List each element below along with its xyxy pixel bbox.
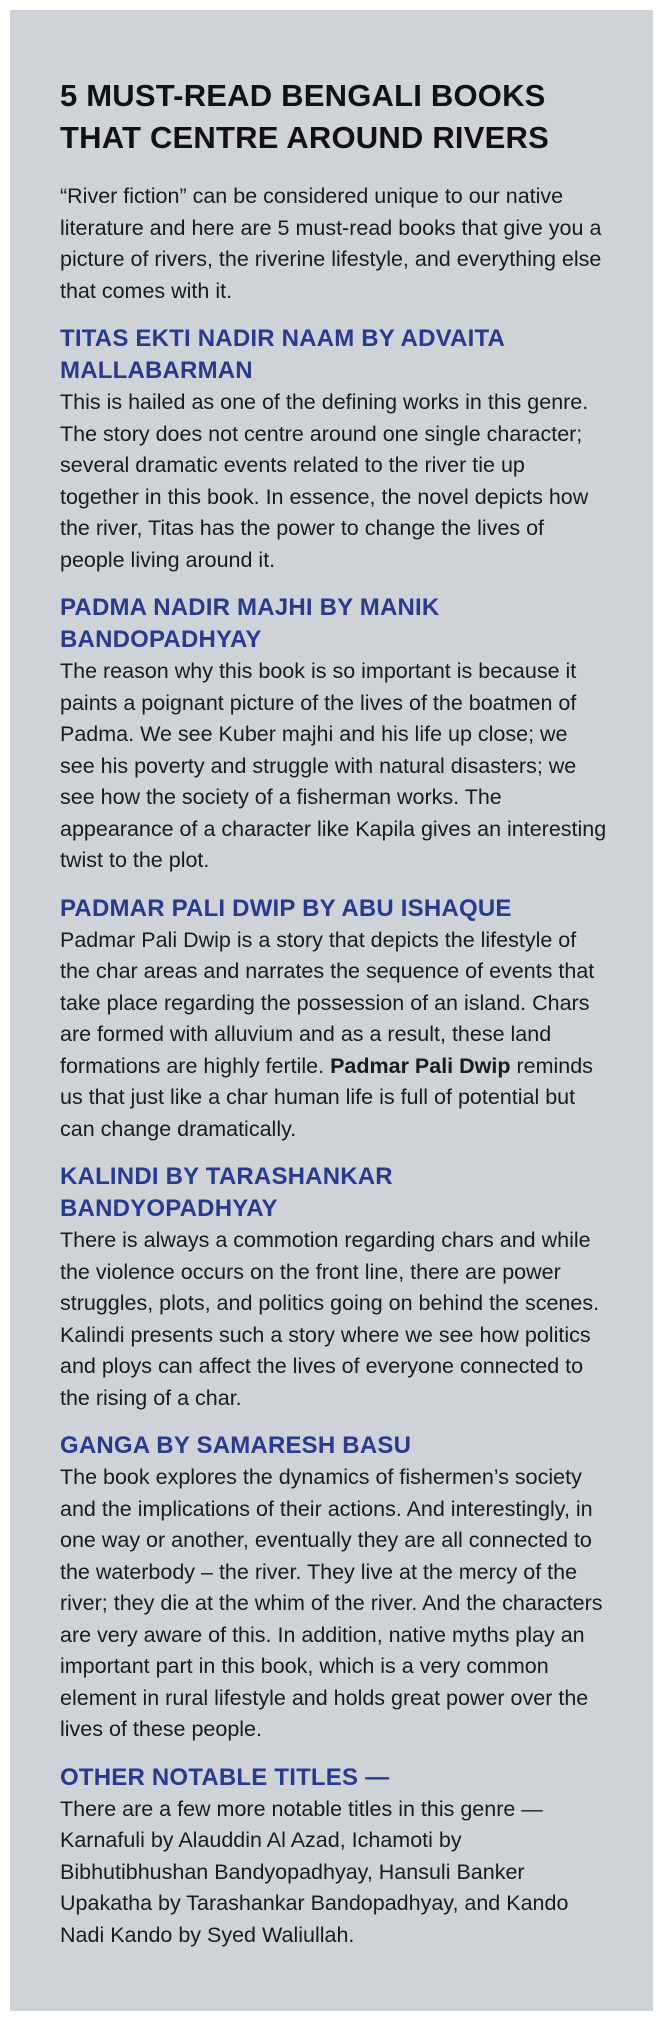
book-section-padmar-pali <box>60 893 608 1146</box>
section-body-bold-title: Padmar Pali Dwip <box>330 1053 511 1078</box>
section-body-text: reminds us that just like a char human life is full of potential but can change dramatically. <box>60 1053 593 1141</box>
section-body: There are a few more notable titles in this genre — Karnafuli by Alauddin Al Azad, Ichamoti by Bibhutibhushan Bandyopadhyay, Hansuli Banker Upakatha by Tarashankar Bandopadhyay, and Kando Nadi Kando by Syed Waliullah. <box>60 1796 569 1947</box>
section-body: There is always a commotion regarding chars and while the violence occurs on the front line, there are power struggles, plots, and politics going on behind the scenes. Kalindi presents such a story where we see how politics and ploys can affect the lives of everyone connected to the rising of a char. <box>60 1228 600 1410</box>
section-body <box>60 925 608 1146</box>
section-body: This is hailed as one of the defining works in this genre. The story does not centre around one single character; several dramatic events related to the river tie up together in this book. In essence, the novel depicts how the river, Titas has the power to change the lives of people living around it. <box>60 390 589 572</box>
article-title: 5 MUST-READ BENGALI BOOKS THAT CENTRE AROUND RIVERS <box>60 78 549 155</box>
book-section-ganga <box>60 1430 608 1746</box>
section-body-text: Padmar Pali Dwip is a story that depicts the lifestyle of the char areas and narrates the sequence of events that take place regarding the possession of an island. Chars are formed with alluvium and as a result, these land formations are highly fertile. <box>60 927 595 1078</box>
section-heading: PADMAR PALI DWIP BY ABU ISHAQUE <box>60 894 512 922</box>
section-heading: PADMA NADIR MAJHI BY MANIK BANDOPADHYAY <box>60 594 440 653</box>
book-section-kalindi <box>60 1161 608 1414</box>
article-card <box>10 10 653 2011</box>
section-heading: GANGA BY SAMARESH BASU <box>60 1432 412 1459</box>
section-body: The reason why this book is so important is because it paints a poignant picture of the lives of the boatmen of Padma. We see Kuber majhi and his life up close; we see his poverty and struggle with natural disasters; we see how the society of a fisherman works. The appearance of a character like Kapila gives an interesting twist to the plot. <box>60 659 607 872</box>
book-section-titas <box>60 323 608 576</box>
book-section-padma <box>60 592 608 877</box>
article-intro: “River fiction” can be considered unique to our native literature and here are 5 must-read books that give you a picture of rivers, the riverine lifestyle, and everything else that comes with it. <box>60 184 602 303</box>
section-heading: KALINDI BY TARASHANKAR BANDYOPADHYAY <box>60 1163 393 1222</box>
section-body: The book explores the dynamics of fishermen’s society and the implications of their actions. And interestingly, in one way or another, eventually they are all connected to the waterbody – the river. They live at the mercy of the river; they die at the whim of the river. And the characters are very aware of this. In addition, native myths play an important part in this book, which is a very common element in rural lifestyle and holds great power over the lives of these people. <box>60 1465 603 1741</box>
other-titles-section <box>60 1762 608 1952</box>
section-heading: OTHER NOTABLE TITLES — <box>60 1763 390 1791</box>
section-heading: TITAS EKTI NADIR NAAM BY ADVAITA MALLABARMAN <box>60 325 505 384</box>
